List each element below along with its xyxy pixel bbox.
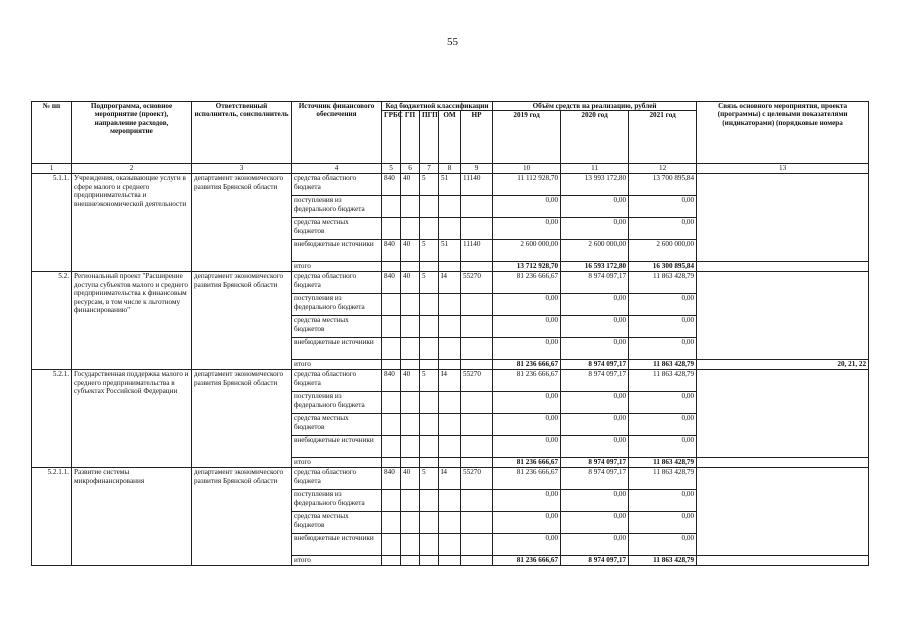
amount-2021: 0,00 (629, 316, 697, 338)
total-2019: 13 712 928,70 (493, 262, 561, 272)
kbk-om: I4 (439, 468, 461, 490)
amount-2020: 2 600 000,00 (561, 240, 629, 262)
kbk-nr (461, 338, 493, 360)
kbk-nr: 55270 (461, 468, 493, 490)
kbk-gp (401, 490, 420, 512)
amount-2019: 0,00 (493, 338, 561, 360)
empty-kbk-cell (461, 262, 493, 272)
amount-2020: 0,00 (561, 338, 629, 360)
kbk-grbs: 840 (382, 272, 401, 294)
kbk-grbs (382, 294, 401, 316)
kbk-pgp (420, 392, 439, 414)
funding-source: средства местных бюджетов (292, 316, 382, 338)
amount-2021: 0,00 (629, 294, 697, 316)
total-2021: 11 863 428,79 (629, 556, 697, 566)
kbk-grbs (382, 196, 401, 218)
kbk-gp (401, 338, 420, 360)
kbk-om: 51 (439, 174, 461, 196)
kbk-grbs: 840 (382, 468, 401, 490)
amount-2020: 8 974 097,17 (561, 468, 629, 490)
kbk-grbs (382, 316, 401, 338)
amount-2021: 11 863 428,79 (629, 370, 697, 392)
indicator-link-cell (697, 468, 869, 556)
kbk-grbs (382, 490, 401, 512)
kbk-pgp (420, 338, 439, 360)
kbk-grbs (382, 436, 401, 458)
budget-table (31, 101, 869, 566)
indicator-link-cell (697, 174, 869, 262)
empty-kbk-cell (420, 360, 439, 370)
funding-source: средства областного бюджета (292, 468, 382, 490)
amount-2019: 2 600 000,00 (493, 240, 561, 262)
col-number: 11 (561, 164, 629, 174)
kbk-gp (401, 436, 420, 458)
col-number: 9 (461, 164, 493, 174)
kbk-nr (461, 218, 493, 240)
amount-2021: 0,00 (629, 414, 697, 436)
kbk-nr (461, 414, 493, 436)
kbk-om (439, 218, 461, 240)
empty-kbk-cell (401, 556, 420, 566)
amount-2019: 0,00 (493, 490, 561, 512)
amount-2019: 0,00 (493, 414, 561, 436)
table-row (32, 272, 869, 294)
kbk-gp (401, 218, 420, 240)
item-name: Учреждения, оказывающие услуги в сфере малого и среднего предпринимательства и внешнеэкономической деятельности (72, 174, 192, 272)
empty-kbk-cell (401, 458, 420, 468)
amount-2020: 0,00 (561, 218, 629, 240)
amount-2020: 0,00 (561, 196, 629, 218)
funding-source: поступления из федерального бюджета (292, 294, 382, 316)
header-program: Подпрограмма, основное мероприятие (проект), направление расходов, мероприятие (72, 102, 192, 164)
funding-source: поступления из федерального бюджета (292, 490, 382, 512)
kbk-nr (461, 512, 493, 534)
amount-2021: 0,00 (629, 512, 697, 534)
kbk-nr (461, 392, 493, 414)
header-executor: Ответственный исполнитель, соисполнитель (192, 102, 292, 164)
total-2019: 81 236 666,67 (493, 458, 561, 468)
empty-kbk-cell (420, 262, 439, 272)
amount-2020: 8 974 097,17 (561, 370, 629, 392)
amount-2021: 0,00 (629, 338, 697, 360)
empty-kbk-cell (439, 360, 461, 370)
funding-source: средства местных бюджетов (292, 512, 382, 534)
item-number: 5.1.1. (32, 174, 72, 272)
funding-source: внебюджетные источники (292, 436, 382, 458)
kbk-om (439, 338, 461, 360)
amount-2020: 0,00 (561, 436, 629, 458)
header-pgp: ПГП (420, 111, 439, 164)
amount-2020: 0,00 (561, 490, 629, 512)
header-kbk-group: Код бюджетной классификации (382, 102, 493, 111)
amount-2019: 0,00 (493, 316, 561, 338)
kbk-nr: 11140 (461, 240, 493, 262)
empty-kbk-cell (439, 556, 461, 566)
kbk-nr (461, 294, 493, 316)
funding-source: внебюджетные источники (292, 240, 382, 262)
kbk-gp: 40 (401, 468, 420, 490)
empty-kbk-cell (420, 556, 439, 566)
amount-2020: 0,00 (561, 414, 629, 436)
item-executor: департамент экономического развития Брянской области (192, 468, 292, 566)
indicator-link: 20, 21, 22 (697, 360, 869, 370)
total-label: итого (292, 262, 382, 272)
total-2020: 16 593 172,80 (561, 262, 629, 272)
kbk-gp: 40 (401, 370, 420, 392)
kbk-pgp: 5 (420, 174, 439, 196)
amount-2020: 8 974 097,17 (561, 272, 629, 294)
kbk-gp (401, 294, 420, 316)
kbk-grbs: 840 (382, 174, 401, 196)
kbk-grbs (382, 338, 401, 360)
indicator-link (697, 458, 869, 468)
kbk-om (439, 436, 461, 458)
header-2019: 2019 год (493, 111, 561, 164)
total-label: итого (292, 556, 382, 566)
header-link: Связь основного мероприятия, проекта (программы) с целевыми показателями (индикаторами) (порядковые номера (697, 102, 869, 164)
item-name: Развитие системы микрофинансирования (72, 468, 192, 566)
kbk-nr: 11140 (461, 174, 493, 196)
column-numbers-row (32, 164, 869, 174)
table-row (32, 468, 869, 490)
kbk-pgp (420, 534, 439, 556)
amount-2020: 0,00 (561, 392, 629, 414)
kbk-gp (401, 534, 420, 556)
header-funds-group: Объём средств на реализацию, рублей (493, 102, 697, 111)
kbk-pgp (420, 196, 439, 218)
kbk-nr (461, 534, 493, 556)
empty-kbk-cell (401, 262, 420, 272)
item-name: Государственная поддержка малого и среднего предпринимательства в субъектах Российской Федерации (72, 370, 192, 468)
amount-2019: 0,00 (493, 196, 561, 218)
funding-source: средства областного бюджета (292, 272, 382, 294)
amount-2021: 0,00 (629, 218, 697, 240)
total-2019: 81 236 666,67 (493, 360, 561, 370)
amount-2021: 13 700 895,84 (629, 174, 697, 196)
amount-2020: 0,00 (561, 534, 629, 556)
empty-kbk-cell (439, 262, 461, 272)
kbk-gp (401, 392, 420, 414)
total-2021: 16 300 895,84 (629, 262, 697, 272)
amount-2020: 0,00 (561, 512, 629, 534)
kbk-pgp (420, 218, 439, 240)
kbk-grbs: 840 (382, 240, 401, 262)
kbk-pgp (420, 436, 439, 458)
kbk-nr (461, 436, 493, 458)
amount-2019: 81 236 666,67 (493, 272, 561, 294)
kbk-om (439, 490, 461, 512)
col-number: 3 (192, 164, 292, 174)
col-number: 13 (697, 164, 869, 174)
amount-2020: 0,00 (561, 316, 629, 338)
header-om: ОМ (439, 111, 461, 164)
kbk-om (439, 512, 461, 534)
header-2020: 2020 год (561, 111, 629, 164)
kbk-nr (461, 490, 493, 512)
amount-2020: 13 993 172,80 (561, 174, 629, 196)
amount-2021: 11 863 428,79 (629, 468, 697, 490)
col-number: 2 (72, 164, 192, 174)
header-2021: 2021 год (629, 111, 697, 164)
funding-source: поступления из федерального бюджета (292, 196, 382, 218)
empty-kbk-cell (461, 360, 493, 370)
kbk-gp (401, 196, 420, 218)
amount-2021: 2 600 000,00 (629, 240, 697, 262)
funding-source: внебюджетные источники (292, 534, 382, 556)
amount-2020: 0,00 (561, 294, 629, 316)
kbk-om (439, 316, 461, 338)
funding-source: внебюджетные источники (292, 338, 382, 360)
amount-2021: 0,00 (629, 392, 697, 414)
item-executor: департамент экономического развития Брянской области (192, 272, 292, 370)
amount-2019: 0,00 (493, 512, 561, 534)
funding-source: средства областного бюджета (292, 370, 382, 392)
kbk-grbs (382, 414, 401, 436)
header-grbs: ГРБС (382, 111, 401, 164)
item-name: Региональный проект "Расширение доступа субъектов малого и среднего предпринимательства к финансовым ресурсам, в том числе к льготному финансированию" (72, 272, 192, 370)
item-executor: департамент экономического развития Брянской области (192, 370, 292, 468)
kbk-gp (401, 414, 420, 436)
header-source: Источник финансового обеспечения (292, 102, 382, 164)
total-2020: 8 974 097,17 (561, 458, 629, 468)
amount-2021: 0,00 (629, 534, 697, 556)
col-number: 8 (439, 164, 461, 174)
col-number: 1 (32, 164, 72, 174)
kbk-nr (461, 316, 493, 338)
amount-2021: 0,00 (629, 490, 697, 512)
header-nr: НР (461, 111, 493, 164)
total-2021: 11 863 428,79 (629, 458, 697, 468)
kbk-om: I4 (439, 272, 461, 294)
amount-2019: 0,00 (493, 436, 561, 458)
empty-kbk-cell (401, 360, 420, 370)
empty-kbk-cell (382, 556, 401, 566)
amount-2019: 11 112 928,70 (493, 174, 561, 196)
item-executor: департамент экономического развития Брянской области (192, 174, 292, 272)
kbk-gp (401, 316, 420, 338)
kbk-pgp: 5 (420, 468, 439, 490)
header-num: № пп (32, 102, 72, 164)
total-2021: 11 863 428,79 (629, 360, 697, 370)
page-number: 55 (447, 36, 458, 48)
amount-2019: 0,00 (493, 534, 561, 556)
indicator-link (697, 556, 869, 566)
amount-2019: 0,00 (493, 294, 561, 316)
item-number: 5.2. (32, 272, 72, 370)
amount-2019: 0,00 (493, 392, 561, 414)
item-number: 5.2.1.1. (32, 468, 72, 566)
indicator-link-cell (697, 370, 869, 458)
funding-source: средства местных бюджетов (292, 218, 382, 240)
col-number: 4 (292, 164, 382, 174)
total-label: итого (292, 360, 382, 370)
kbk-pgp (420, 294, 439, 316)
kbk-pgp: 5 (420, 272, 439, 294)
kbk-nr: 55270 (461, 272, 493, 294)
col-number: 10 (493, 164, 561, 174)
header-row-1 (32, 102, 869, 111)
kbk-om: I4 (439, 370, 461, 392)
kbk-nr (461, 196, 493, 218)
kbk-nr: 55270 (461, 370, 493, 392)
kbk-grbs (382, 512, 401, 534)
kbk-om (439, 392, 461, 414)
kbk-grbs (382, 534, 401, 556)
funding-source: средства областного бюджета (292, 174, 382, 196)
kbk-om (439, 414, 461, 436)
col-number: 7 (420, 164, 439, 174)
total-label: итого (292, 458, 382, 468)
kbk-grbs (382, 218, 401, 240)
total-2019: 81 236 666,67 (493, 556, 561, 566)
indicator-link (697, 262, 869, 272)
empty-kbk-cell (382, 262, 401, 272)
kbk-gp: 40 (401, 174, 420, 196)
funding-source: средства местных бюджетов (292, 414, 382, 436)
total-2020: 8 974 097,17 (561, 556, 629, 566)
kbk-om (439, 294, 461, 316)
funding-source: поступления из федерального бюджета (292, 392, 382, 414)
amount-2019: 81 236 666,67 (493, 370, 561, 392)
amount-2021: 0,00 (629, 196, 697, 218)
kbk-pgp (420, 414, 439, 436)
kbk-pgp (420, 490, 439, 512)
col-number: 12 (629, 164, 697, 174)
amount-2021: 11 863 428,79 (629, 272, 697, 294)
amount-2019: 81 236 666,67 (493, 468, 561, 490)
kbk-pgp: 5 (420, 240, 439, 262)
header-gp: ГП (401, 111, 420, 164)
kbk-pgp (420, 316, 439, 338)
kbk-pgp (420, 512, 439, 534)
kbk-grbs (382, 392, 401, 414)
amount-2019: 0,00 (493, 218, 561, 240)
kbk-om: 51 (439, 240, 461, 262)
empty-kbk-cell (420, 458, 439, 468)
empty-kbk-cell (382, 360, 401, 370)
kbk-pgp: 5 (420, 370, 439, 392)
kbk-om (439, 196, 461, 218)
total-2020: 8 974 097,17 (561, 360, 629, 370)
empty-kbk-cell (461, 458, 493, 468)
kbk-om (439, 534, 461, 556)
col-number: 5 (382, 164, 401, 174)
amount-2021: 0,00 (629, 436, 697, 458)
empty-kbk-cell (439, 458, 461, 468)
col-number: 6 (401, 164, 420, 174)
empty-kbk-cell (461, 556, 493, 566)
kbk-gp: 40 (401, 240, 420, 262)
indicator-link-cell (697, 272, 869, 360)
table-row (32, 370, 869, 392)
kbk-gp (401, 512, 420, 534)
kbk-grbs: 840 (382, 370, 401, 392)
kbk-gp: 40 (401, 272, 420, 294)
item-number: 5.2.1. (32, 370, 72, 468)
empty-kbk-cell (382, 458, 401, 468)
table-row (32, 174, 869, 196)
